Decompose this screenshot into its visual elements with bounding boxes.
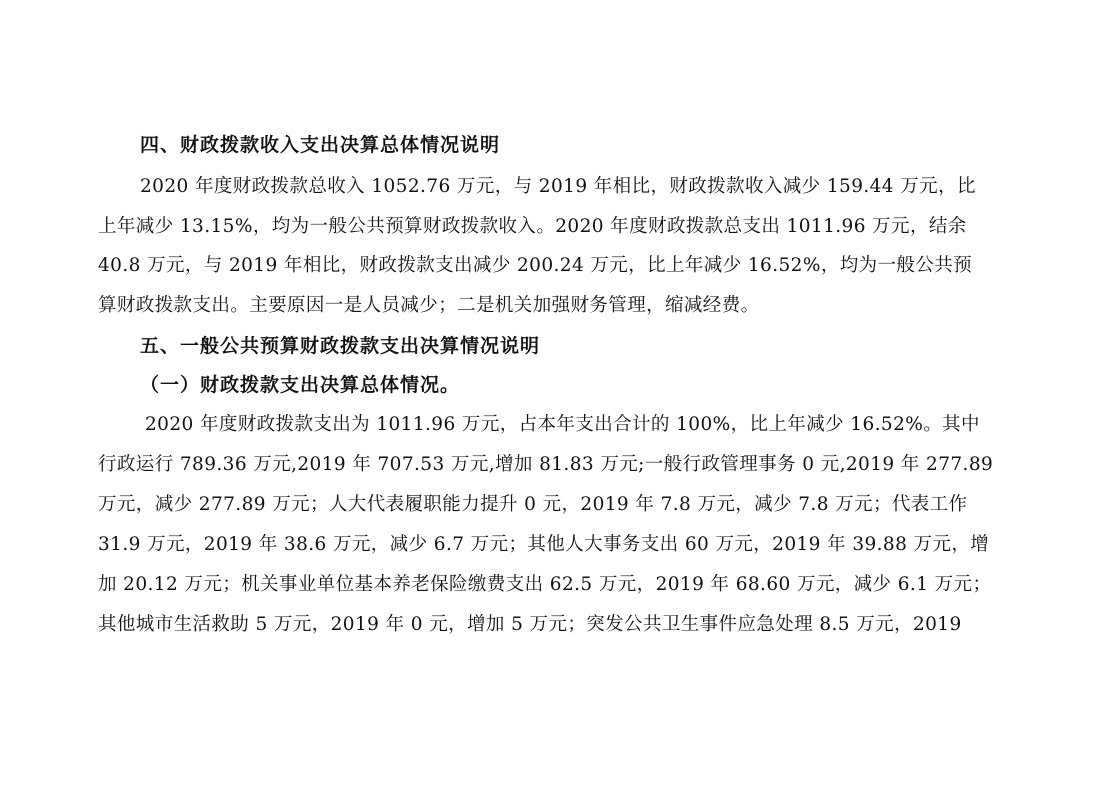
- section-4-paragraph-line: 上年减少 13.15%，均为一般公共预算财政拨款收入。2020 年度财政拨款总支出 1011.96 万元，结余: [98, 216, 967, 237]
- section-5-paragraph-line: 行政运行 789.36 万元,2019 年 707.53 万元,增加 81.83 万元;一般行政管理事务 0 元,2019 年 277.89: [98, 454, 994, 475]
- section-4-heading: 四、财政拨款收入支出决算总体情况说明: [140, 134, 501, 156]
- section-5-paragraph-line: 31.9 万元，2019 年 38.6 万元，减少 6.7 万元；其他人大事务支出 60 万元，2019 年 39.88 万元，增: [98, 534, 990, 555]
- section-5-paragraph-line: 2020 年度财政拨款支出为 1011.96 万元，占本年支出合计的 100%，比上年减少 16.52%。其中: [145, 414, 980, 435]
- section-5-paragraph-line: 万元，减少 277.89 万元；人大代表履职能力提升 0 元，2019 年 7.8 万元，减少 7.8 万元；代表工作: [98, 494, 968, 515]
- section-5-paragraph-line: 其他城市生活救助 5 万元，2019 年 0 元，增加 5 万元；突发公共卫生事件应急处理 8.5 万元，2019: [98, 614, 962, 635]
- section-4-paragraph-line: 算财政拨款支出。主要原因一是人员减少；二是机关加强财务管理，缩减经费。: [98, 295, 760, 316]
- section-4-paragraph-line: 40.8 万元，与 2019 年相比，财政拨款支出减少 200.24 万元，比上年减少 16.52%，均为一般公共预: [98, 255, 973, 276]
- section-5-subheading: （一）财政拨款支出决算总体情况。: [140, 374, 461, 396]
- section-4-paragraph-line: 2020 年度财政拨款总收入 1052.76 万元，与 2019 年相比，财政拨款收入减少 159.44 万元，比: [140, 176, 976, 197]
- section-5-paragraph-line: 加 20.12 万元；机关事业单位基本养老保险缴费支出 62.5 万元，2019 年 68.60 万元，减少 6.1 万元；: [98, 574, 992, 595]
- section-5-heading: 五、一般公共预算财政拨款支出决算情况说明: [140, 335, 541, 357]
